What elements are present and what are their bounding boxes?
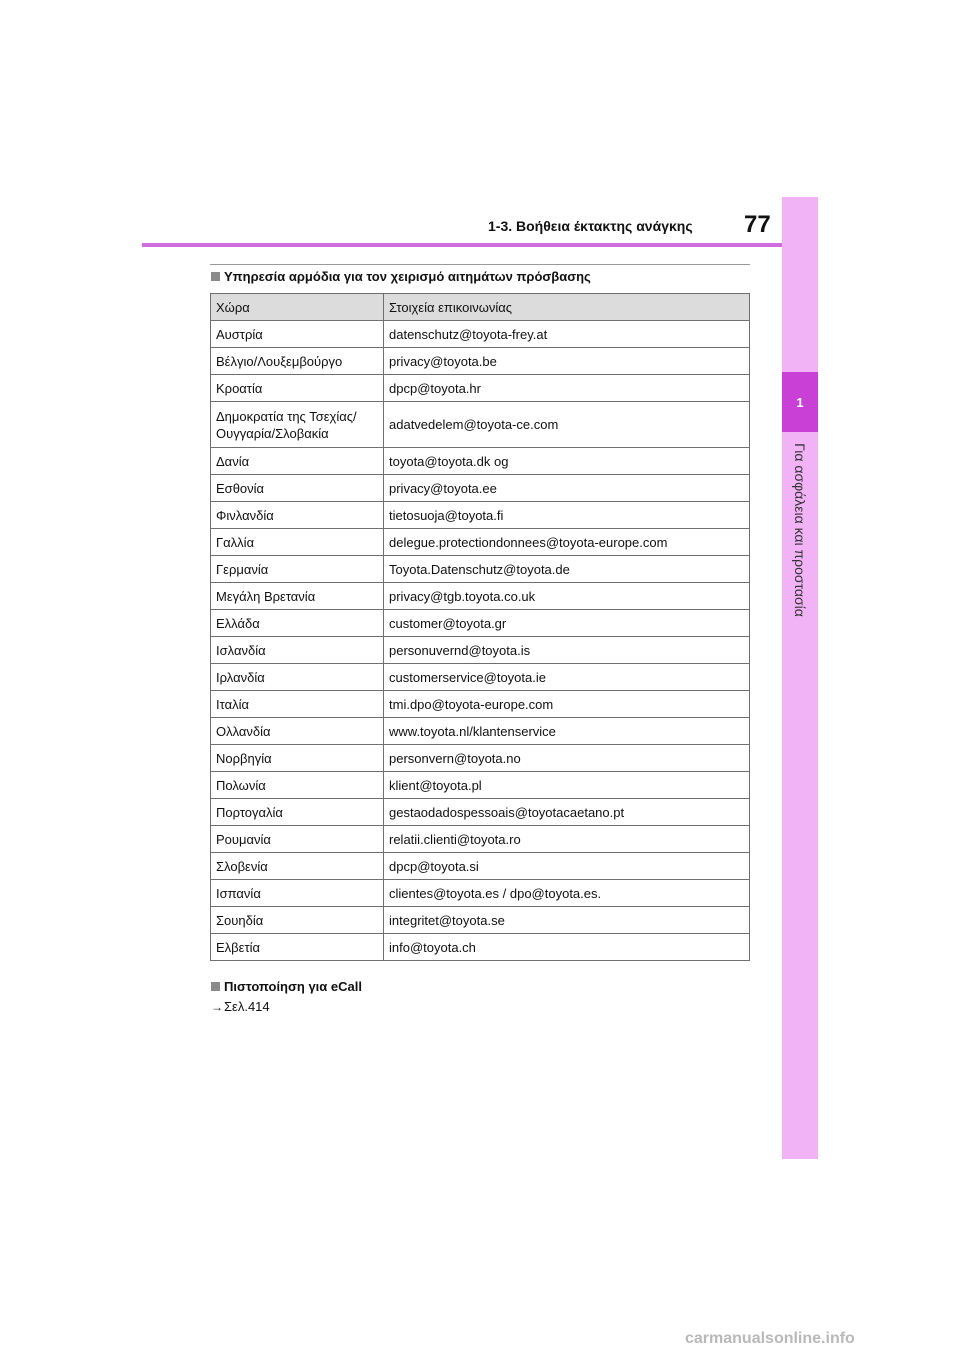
contact-cell: datenschutz@toyota-frey.at bbox=[384, 321, 750, 348]
contact-cell: personvern@toyota.no bbox=[384, 745, 750, 772]
contact-cell: clientes@toyota.es / dpo@toyota.es. bbox=[384, 880, 750, 907]
table-row bbox=[211, 637, 750, 664]
contact-cell: privacy@toyota.ee bbox=[384, 475, 750, 502]
contact-cell: customer@toyota.gr bbox=[384, 610, 750, 637]
country-cell: Ιρλανδία bbox=[211, 664, 384, 691]
country-cell: Κροατία bbox=[211, 375, 384, 402]
country-cell: Νορβηγία bbox=[211, 745, 384, 772]
table-row bbox=[211, 745, 750, 772]
table-row bbox=[211, 375, 750, 402]
chapter-title-vertical: Για ασφάλεια και προστασία bbox=[792, 443, 808, 617]
country-cell: Ολλανδία bbox=[211, 718, 384, 745]
table-header-row bbox=[211, 294, 750, 321]
table-row bbox=[211, 799, 750, 826]
country-cell: Γερμανία bbox=[211, 556, 384, 583]
header-rule bbox=[142, 243, 782, 247]
country-cell: Γαλλία bbox=[211, 529, 384, 556]
table-row bbox=[211, 934, 750, 961]
table-row bbox=[211, 907, 750, 934]
table-row bbox=[211, 502, 750, 529]
table-row bbox=[211, 475, 750, 502]
contact-cell: Toyota.Datenschutz@toyota.de bbox=[384, 556, 750, 583]
page-reference-link[interactable] bbox=[211, 999, 270, 1014]
country-cell: Ισπανία bbox=[211, 880, 384, 907]
table-row bbox=[211, 853, 750, 880]
table-row bbox=[211, 402, 750, 448]
table-row bbox=[211, 448, 750, 475]
contact-cell: info@toyota.ch bbox=[384, 934, 750, 961]
contact-cell: tietosuoja@toyota.fi bbox=[384, 502, 750, 529]
column-header-country: Χώρα bbox=[211, 294, 384, 321]
country-cell: Ισλανδία bbox=[211, 637, 384, 664]
country-cell: Εσθονία bbox=[211, 475, 384, 502]
ecall-heading bbox=[211, 979, 362, 994]
contact-cell: privacy@tgb.toyota.co.uk bbox=[384, 583, 750, 610]
contact-cell: delegue.protectiondonnees@toyota-europe.com bbox=[384, 529, 750, 556]
country-cell: Ελλάδα bbox=[211, 610, 384, 637]
contact-cell: adatvedelem@toyota-ce.com bbox=[384, 402, 750, 448]
table-row bbox=[211, 718, 750, 745]
table-row bbox=[211, 772, 750, 799]
table-row bbox=[211, 529, 750, 556]
page-reference-text: Σελ.414 bbox=[224, 999, 270, 1014]
contact-cell: dpcp@toyota.si bbox=[384, 853, 750, 880]
contact-cell: klient@toyota.pl bbox=[384, 772, 750, 799]
table-row bbox=[211, 826, 750, 853]
table-row bbox=[211, 583, 750, 610]
page-number: 77 bbox=[744, 211, 771, 238]
country-cell: Σλοβενία bbox=[211, 853, 384, 880]
country-cell: Βέλγιο/Λουξεμβούργο bbox=[211, 348, 384, 375]
contact-cell: gestaodadospessoais@toyotacaetano.pt bbox=[384, 799, 750, 826]
country-line: Ουγγαρία/Σλοβακία bbox=[216, 425, 329, 441]
country-cell: Ρουμανία bbox=[211, 826, 384, 853]
table-row bbox=[211, 664, 750, 691]
table-row bbox=[211, 880, 750, 907]
country-cell: Δανία bbox=[211, 448, 384, 475]
access-requests-heading-text: Υπηρεσία αρμόδια για τον χειρισμό αιτημάτων πρόσβασης bbox=[224, 269, 591, 284]
country-line: Δημοκρατία της Τσεχίας/ bbox=[216, 408, 357, 424]
country-cell: Πορτογαλία bbox=[211, 799, 384, 826]
country-cell: Ελβετία bbox=[211, 934, 384, 961]
country-cell: Ιταλία bbox=[211, 691, 384, 718]
contact-cell: customerservice@toyota.ie bbox=[384, 664, 750, 691]
contact-cell: www.toyota.nl/klantenservice bbox=[384, 718, 750, 745]
column-header-contact: Στοιχεία επικοινωνίας bbox=[384, 294, 750, 321]
contact-cell: privacy@toyota.be bbox=[384, 348, 750, 375]
table-row bbox=[211, 321, 750, 348]
contact-cell: dpcp@toyota.hr bbox=[384, 375, 750, 402]
contact-cell: toyota@toyota.dk og bbox=[384, 448, 750, 475]
table-row bbox=[211, 556, 750, 583]
contact-cell: personuvernd@toyota.is bbox=[384, 637, 750, 664]
country-cell: Αυστρία bbox=[211, 321, 384, 348]
section-rule bbox=[210, 264, 750, 265]
chapter-number-tab: 1 bbox=[782, 372, 818, 432]
ecall-heading-text: Πιστοποίηση για eCall bbox=[224, 979, 362, 994]
country-cell: Πολωνία bbox=[211, 772, 384, 799]
access-requests-heading bbox=[211, 269, 591, 284]
table-row bbox=[211, 610, 750, 637]
country-cell: Φινλανδία bbox=[211, 502, 384, 529]
table-row bbox=[211, 691, 750, 718]
square-bullet-icon bbox=[211, 982, 220, 991]
chapter-side-tab bbox=[782, 197, 818, 1159]
country-cell bbox=[211, 402, 384, 448]
contact-cell: integritet@toyota.se bbox=[384, 907, 750, 934]
arrow-right-icon: → bbox=[211, 1000, 223, 1014]
square-bullet-icon bbox=[211, 272, 220, 281]
country-cell: Μεγάλη Βρετανία bbox=[211, 583, 384, 610]
contact-cell: relatii.clienti@toyota.ro bbox=[384, 826, 750, 853]
contact-cell: tmi.dpo@toyota-europe.com bbox=[384, 691, 750, 718]
table-row bbox=[211, 348, 750, 375]
section-title: 1-3. Βοήθεια έκτακτης ανάγκης bbox=[488, 218, 693, 234]
watermark-text: carmanualsonline.info bbox=[685, 1330, 855, 1347]
contacts-table bbox=[210, 293, 750, 961]
country-cell: Σουηδία bbox=[211, 907, 384, 934]
